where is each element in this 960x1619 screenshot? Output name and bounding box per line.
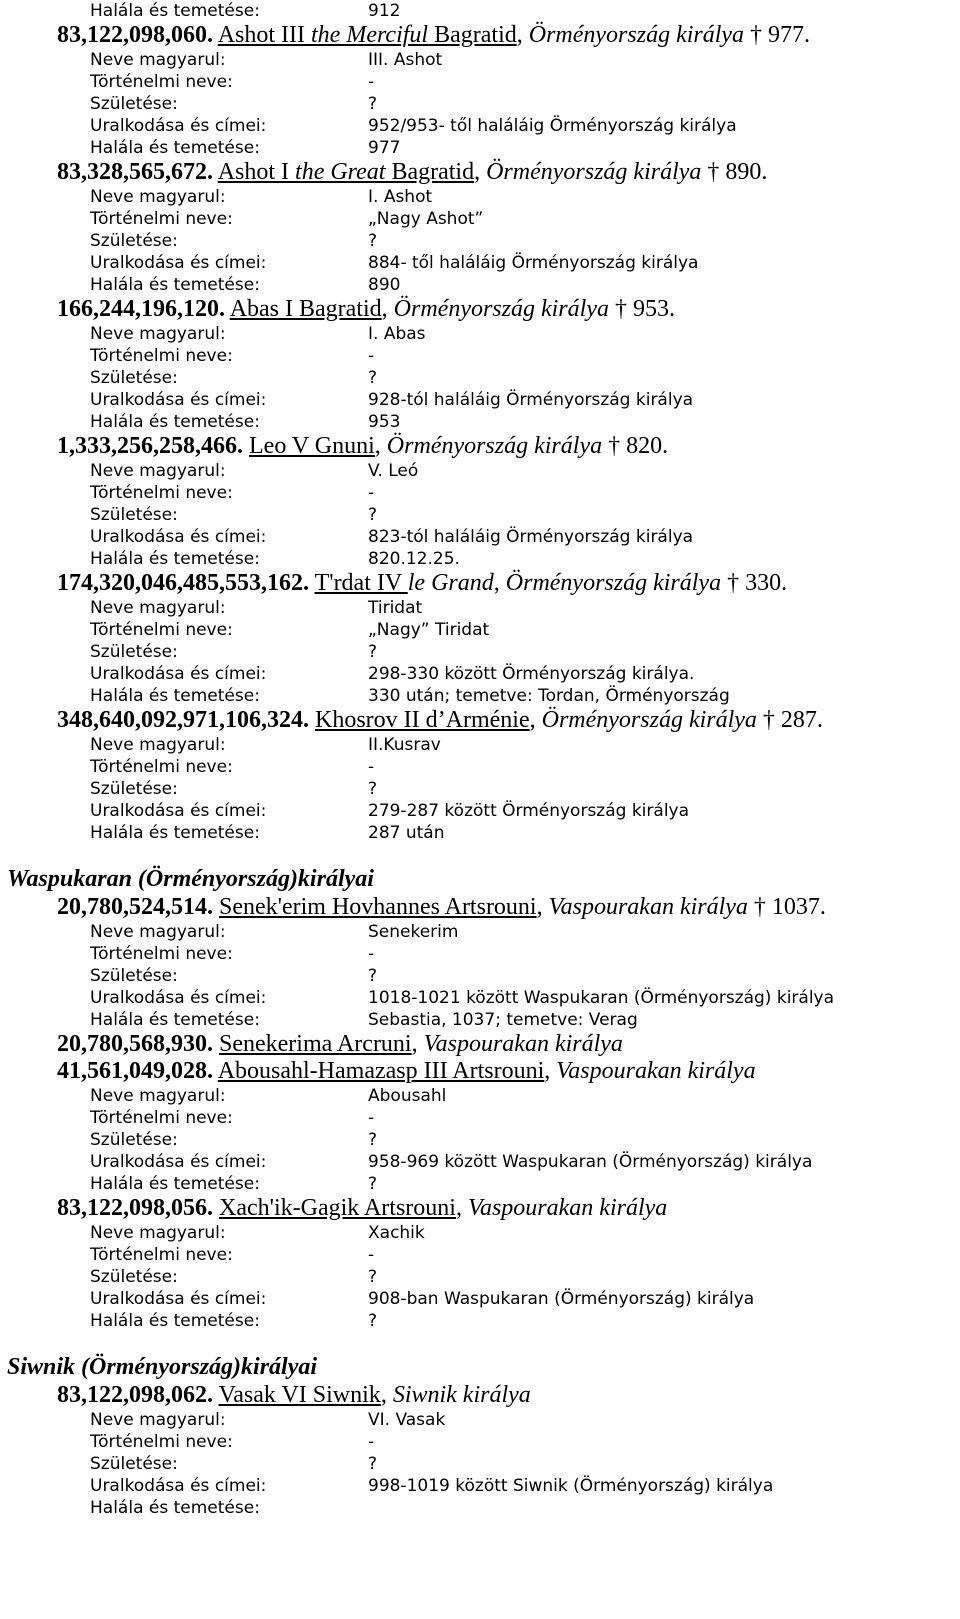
row-value: „Nagy” Tiridat: [368, 620, 490, 640]
row-label: Halála és temetése:: [90, 1174, 260, 1194]
heading-text: † 890.: [701, 159, 768, 185]
info-row-hist: [90, 943, 960, 965]
info-rows: [90, 921, 960, 1031]
person-entry: [0, 22, 960, 159]
row-label: Neve magyarul:: [90, 598, 226, 618]
row-label: Halála és temetése:: [90, 1311, 260, 1331]
row-label: Születése:: [90, 1267, 178, 1287]
info-row-reign: [90, 526, 960, 548]
row-value: -: [368, 72, 375, 92]
info-row-reign: [90, 252, 960, 274]
person-name-link[interactable]: Leo V Gnuni: [249, 433, 375, 459]
info-row-name: [90, 186, 960, 208]
person-entry: [0, 1195, 960, 1332]
info-row-name: [90, 734, 960, 756]
info-row-birth: [90, 93, 960, 115]
row-label: Történelmi neve:: [90, 483, 233, 503]
person-name-link[interactable]: Khosrov II d’Arménie: [315, 707, 530, 733]
row-value: V. Leó: [368, 461, 419, 481]
info-row-name: [90, 1085, 960, 1107]
info-row-death: [90, 0, 960, 22]
info-row-reign: [90, 987, 960, 1009]
row-label: Uralkodása és címei:: [90, 1152, 267, 1172]
info-rows: [90, 1222, 960, 1332]
row-label: Történelmi neve:: [90, 346, 233, 366]
row-value: ?: [368, 231, 378, 251]
info-rows: [90, 1085, 960, 1195]
row-label: Születése:: [90, 231, 178, 251]
person-name-link[interactable]: Vasak VI Siwnik: [218, 1382, 381, 1408]
heading-text: ,: [529, 707, 542, 733]
row-label: Uralkodása és címei:: [90, 390, 267, 410]
person-title: Siwnik királya: [392, 1382, 531, 1408]
info-row-birth: [90, 504, 960, 526]
person-heading: [57, 1382, 960, 1409]
info-row-death: [90, 1173, 960, 1195]
info-row-reign: [90, 1288, 960, 1310]
info-rows: [90, 460, 960, 570]
row-label: Halála és temetése:: [90, 1010, 260, 1030]
row-value: ?: [368, 966, 378, 986]
row-value: 928-tól haláláig Örményország királya: [368, 390, 694, 410]
info-row-name: [90, 921, 960, 943]
heading-text: ,: [493, 570, 506, 596]
info-row-death: [90, 137, 960, 159]
person-heading: [57, 1031, 960, 1058]
row-value: -: [368, 346, 375, 366]
row-value: -: [368, 1108, 375, 1128]
person-name-link[interactable]: Xach'ik-Gagik Artsrouni: [219, 1195, 456, 1221]
row-value: „Nagy Ashot”: [368, 209, 484, 229]
row-value: I. Ashot: [368, 187, 433, 207]
info-row-reign: [90, 115, 960, 137]
person-heading: [57, 22, 960, 49]
row-value: -: [368, 944, 375, 964]
row-label: Halála és temetése:: [90, 686, 260, 706]
row-value: 977: [368, 138, 401, 158]
row-label: Neve magyarul:: [90, 1223, 226, 1243]
row-value: 1018-1021 között Waspukaran (Örményország) királya: [368, 988, 835, 1008]
row-value: 298-330 között Örményország királya.: [368, 664, 695, 684]
person-name-link[interactable]: Abousahl-Hamazasp III Artsrouni: [217, 1058, 545, 1084]
row-label: Történelmi neve:: [90, 209, 233, 229]
row-label: Uralkodása és címei:: [90, 253, 267, 273]
person-title: Örményország királya: [505, 570, 722, 596]
sections-container: [0, 22, 960, 1519]
row-value: 823-tól haláláig Örményország királya: [368, 527, 694, 547]
heading-text: ,: [516, 22, 529, 48]
person-name-link[interactable]: Bagratid: [428, 22, 517, 48]
row-value: ?: [368, 1454, 378, 1474]
info-row-name: [90, 597, 960, 619]
row-label: Uralkodása és címei:: [90, 1476, 267, 1496]
person-name-link[interactable]: Bagratid: [385, 159, 475, 185]
row-value: 279-287 között Örményország királya: [368, 801, 690, 821]
person-entry: [0, 1031, 960, 1058]
row-value: 953: [368, 412, 401, 432]
row-label: Neve magyarul:: [90, 1410, 226, 1430]
row-value: 890: [368, 275, 401, 295]
row-value: Xachik: [368, 1223, 425, 1243]
row-value: ?: [368, 368, 378, 388]
row-label: Születése:: [90, 1454, 178, 1474]
row-value: Sebastia, 1037; temetve: Verag: [368, 1010, 638, 1030]
info-row-death: [90, 685, 960, 707]
person-name-link[interactable]: Ashot III: [217, 22, 312, 48]
info-rows: [90, 597, 960, 707]
row-value: 330 után; temetve: Tordan, Örményország: [368, 686, 730, 706]
person-heading: [57, 1058, 960, 1085]
info-row-reign: [90, 800, 960, 822]
row-label: Uralkodása és címei:: [90, 664, 267, 684]
row-value: ?: [368, 1267, 378, 1287]
info-row-name: [90, 49, 960, 71]
info-rows: [90, 49, 960, 159]
person-entry: [0, 1382, 960, 1519]
info-row-hist: [90, 1431, 960, 1453]
row-value: 998-1019 között Siwnik (Örményország) királya: [368, 1476, 774, 1496]
heading-text: † 953.: [608, 296, 675, 322]
info-row-death: [90, 1009, 960, 1031]
row-label: Történelmi neve:: [90, 72, 233, 92]
row-value: 952/953- től haláláig Örményország királya: [368, 116, 737, 136]
person-name-link[interactable]: Senekerima Arcruni: [219, 1031, 412, 1057]
person-entry: [0, 159, 960, 296]
row-label: Neve magyarul:: [90, 922, 226, 942]
info-row-hist: [90, 1244, 960, 1266]
info-row-death: [90, 548, 960, 570]
info-row-birth: [90, 367, 960, 389]
info-row-name: [90, 1409, 960, 1431]
ahnentafel-number: 41,561,049,028.: [57, 1058, 213, 1084]
heading-text: † 977.: [744, 22, 811, 48]
row-value: 912: [368, 1, 401, 21]
heading-text: † 820.: [602, 433, 669, 459]
heading-text: † 1037.: [747, 894, 826, 920]
row-label: Halála és temetése:: [90, 823, 260, 843]
section-title: Siwnik (Örményország)királyai: [7, 1354, 318, 1380]
row-label: Uralkodása és címei:: [90, 801, 267, 821]
person-title: Örményország királya: [541, 707, 757, 733]
heading-text: ,: [374, 433, 387, 459]
row-label: Születése:: [90, 505, 178, 525]
person-title: le Grand: [407, 570, 494, 596]
row-label: Halála és temetése:: [90, 412, 260, 432]
heading-text: ,: [455, 1195, 468, 1221]
info-row-reign: [90, 389, 960, 411]
row-label: Halála és temetése:: [90, 1498, 260, 1518]
person-title: Vaspourakan királya: [423, 1031, 623, 1057]
row-label: Neve magyarul:: [90, 187, 226, 207]
row-value: Tiridat: [368, 598, 423, 618]
person-entry: [0, 707, 960, 844]
info-row-hist: [90, 208, 960, 230]
info-row-reign: [90, 663, 960, 685]
info-row-reign: [90, 1475, 960, 1497]
person-entry: [0, 433, 960, 570]
row-value: ?: [368, 505, 378, 525]
row-value: Abousahl: [368, 1086, 447, 1106]
person-heading: [57, 894, 960, 921]
person-entry: [0, 296, 960, 433]
row-value: ?: [368, 1311, 378, 1331]
row-label: Neve magyarul:: [90, 324, 226, 344]
info-row-birth: [90, 641, 960, 663]
heading-text: ,: [544, 1058, 557, 1084]
row-label: Uralkodása és címei:: [90, 527, 267, 547]
row-value: ?: [368, 1174, 378, 1194]
row-label: Neve magyarul:: [90, 50, 226, 70]
info-row-birth: [90, 1129, 960, 1151]
info-row-hist: [90, 756, 960, 778]
row-label: Születése:: [90, 779, 178, 799]
info-row-name: [90, 323, 960, 345]
info-rows: [90, 1409, 960, 1519]
person-name-link[interactable]: T'rdat IV: [314, 570, 408, 596]
heading-text: † 287.: [756, 707, 823, 733]
row-label: Neve magyarul:: [90, 735, 226, 755]
row-label: Halála és temetése:: [90, 549, 260, 569]
person-name-link[interactable]: Ashot I: [217, 159, 296, 185]
person-heading: [57, 433, 960, 460]
heading-text: ,: [536, 894, 549, 920]
info-row-hist: [90, 482, 960, 504]
person-heading: [57, 707, 960, 734]
row-value: ?: [368, 779, 378, 799]
ahnentafel-number: 83,122,098,062.: [57, 1382, 213, 1408]
section-title: Waspukaran (Örményország)királyai: [7, 866, 374, 892]
row-label: Születése:: [90, 1130, 178, 1150]
row-label: Születése:: [90, 966, 178, 986]
heading-text: ,: [474, 159, 487, 185]
info-row-hist: [90, 345, 960, 367]
row-label: Történelmi neve:: [90, 944, 233, 964]
info-row-name: [90, 460, 960, 482]
ahnentafel-number: 83,122,098,056.: [57, 1195, 213, 1221]
row-label: Neve magyarul:: [90, 1086, 226, 1106]
row-value: VI. Vasak: [368, 1410, 446, 1430]
info-row-death: [90, 1310, 960, 1332]
row-label: Születése:: [90, 94, 178, 114]
info-row-hist: [90, 619, 960, 641]
top-row-group: [90, 0, 960, 22]
person-heading: [57, 159, 960, 186]
row-value: Senekerim: [368, 922, 459, 942]
row-value: ?: [368, 642, 378, 662]
ahnentafel-number: 83,122,098,060.: [57, 22, 213, 48]
person-name-link[interactable]: the Great: [295, 159, 386, 185]
info-row-reign: [90, 1151, 960, 1173]
info-row-birth: [90, 1266, 960, 1288]
person-title: Örményország királya: [386, 433, 603, 459]
ahnentafel-number: 20,780,524,514.: [57, 894, 213, 920]
row-label: Történelmi neve:: [90, 757, 233, 777]
ahnentafel-number: 348,640,092,971,106,324.: [57, 707, 309, 733]
info-row-birth: [90, 1453, 960, 1475]
row-label: Történelmi neve:: [90, 1245, 233, 1265]
person-name-link[interactable]: Senek'erim Hovhannes Artsrouni: [219, 894, 537, 920]
person-name-link[interactable]: the Merciful: [311, 22, 429, 48]
row-label: Történelmi neve:: [90, 1432, 233, 1452]
row-value: ?: [368, 1130, 378, 1150]
row-value: 908-ban Waspukaran (Örményország) királya: [368, 1289, 755, 1309]
person-title: Vaspourakan királya: [556, 1058, 756, 1084]
row-label: Születése:: [90, 368, 178, 388]
row-value: -: [368, 1245, 375, 1265]
person-title: Örményország királya: [486, 159, 702, 185]
info-row-hist: [90, 1107, 960, 1129]
row-value: 820.12.25.: [368, 549, 460, 569]
row-value: II.Kusrav: [368, 735, 441, 755]
row-label: Neve magyarul:: [90, 461, 226, 481]
info-row-birth: [90, 230, 960, 252]
info-row-birth: [90, 965, 960, 987]
row-value: -: [368, 1432, 375, 1452]
info-row-death: [90, 274, 960, 296]
row-value: III. Ashot: [368, 50, 443, 70]
row-label: Történelmi neve:: [90, 620, 233, 640]
row-label: Születése:: [90, 642, 178, 662]
person-title: Vaspourakan királya: [467, 1195, 668, 1221]
row-value: -: [368, 483, 375, 503]
row-label: Történelmi neve:: [90, 1108, 233, 1128]
row-value: 287 után: [368, 823, 445, 843]
heading-text: ,: [381, 296, 394, 322]
heading-text: † 330.: [721, 570, 788, 596]
info-rows: [90, 734, 960, 844]
ahnentafel-number: 83,328,565,672.: [57, 159, 213, 185]
info-row-birth: [90, 778, 960, 800]
row-value: -: [368, 757, 375, 777]
person-entry: [0, 570, 960, 707]
heading-text: ,: [380, 1382, 393, 1408]
heading-text: ,: [411, 1031, 424, 1057]
info-row-death: [90, 822, 960, 844]
row-label: Halála és temetése:: [90, 1, 260, 21]
info-row-hist: [90, 71, 960, 93]
ahnentafel-number: 174,320,046,485,553,162.: [57, 570, 309, 596]
info-row-name: [90, 1222, 960, 1244]
info-rows: [90, 186, 960, 296]
ahnentafel-number: 20,780,568,930.: [57, 1031, 213, 1057]
row-value: ?: [368, 94, 378, 114]
row-value: 958-969 között Waspukaran (Örményország) királya: [368, 1152, 813, 1172]
row-label: Halála és temetése:: [90, 275, 260, 295]
person-heading: [57, 296, 960, 323]
info-row-death: [90, 411, 960, 433]
person-title: Örményország királya: [528, 22, 745, 48]
person-heading: [57, 570, 960, 597]
row-label: Halála és temetése:: [90, 138, 260, 158]
person-name-link[interactable]: Abas I Bagratid: [229, 296, 382, 322]
info-rows: [90, 323, 960, 433]
row-label: Uralkodása és címei:: [90, 988, 267, 1008]
person-title: Örményország királya: [393, 296, 609, 322]
person-entry: [0, 1058, 960, 1195]
person-heading: [57, 1195, 960, 1222]
row-label: Uralkodása és címei:: [90, 1289, 267, 1309]
ahnentafel-number: 166,244,196,120.: [57, 296, 225, 322]
info-row-death: [90, 1497, 960, 1519]
ahnentafel-number: 1,333,256,258,466.: [57, 433, 243, 459]
row-value: 884- től haláláig Örményország királya: [368, 253, 699, 273]
row-label: Uralkodása és címei:: [90, 116, 267, 136]
person-title: Vaspourakan királya: [548, 894, 748, 920]
row-value: I. Abas: [368, 324, 426, 344]
person-entry: [0, 894, 960, 1031]
